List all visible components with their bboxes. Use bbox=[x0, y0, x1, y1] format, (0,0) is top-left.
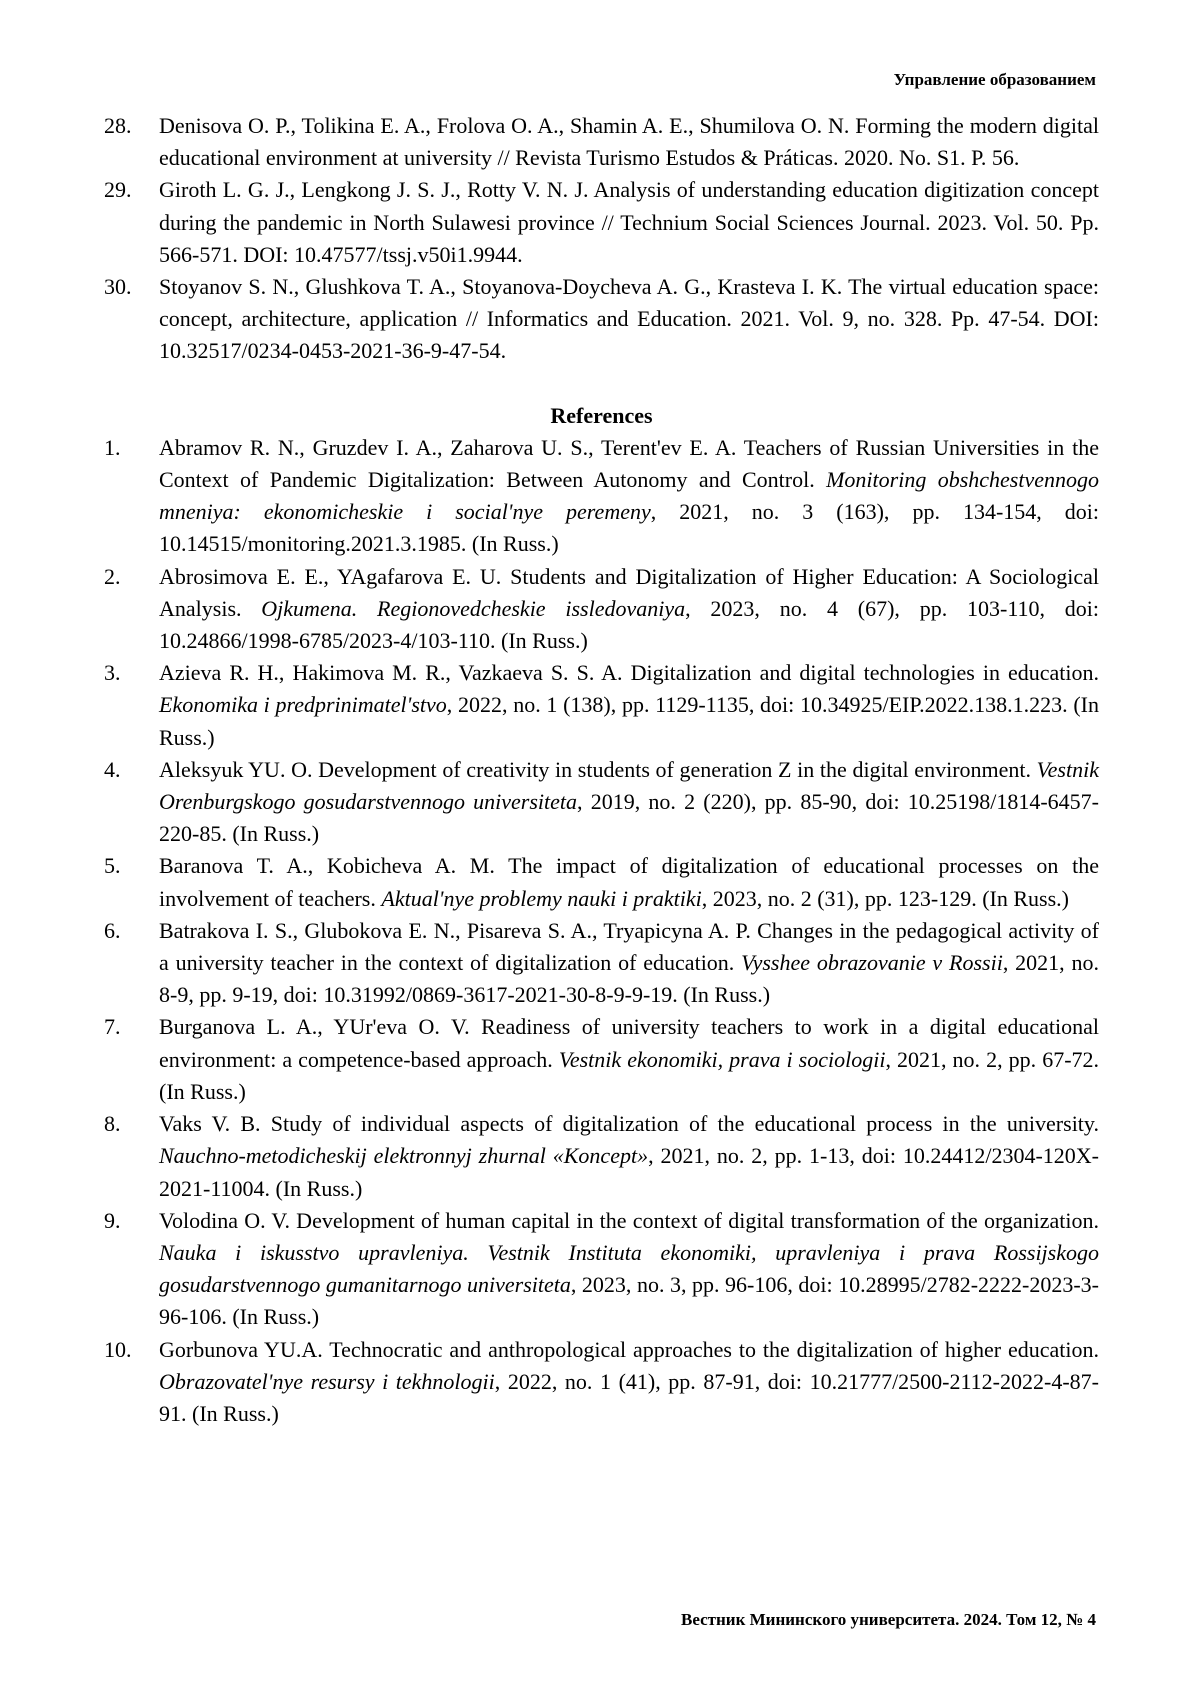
section-spacer bbox=[104, 368, 1099, 400]
reference-item bbox=[104, 850, 1099, 914]
reference-item bbox=[104, 1108, 1099, 1205]
references-list bbox=[104, 432, 1099, 1430]
reference-number: 6. bbox=[104, 915, 159, 947]
reference-number: 10. bbox=[104, 1334, 159, 1366]
reference-number: 4. bbox=[104, 754, 159, 786]
reference-text bbox=[159, 660, 1099, 749]
reference-number: 29. bbox=[104, 174, 159, 206]
reference-item bbox=[104, 271, 1099, 368]
reference-number: 28. bbox=[104, 110, 159, 142]
reference-item bbox=[104, 657, 1099, 754]
reference-number: 9. bbox=[104, 1205, 159, 1237]
reference-source-title: Vestnik Orenburgskogo gosudarstvennogo universiteta bbox=[159, 757, 1099, 814]
reference-text-segment: , 2022, no. 1 (41), pp. 87-91, doi: 10.21777/2500-2112-2022-4-87-91. (In Russ.) bbox=[159, 1369, 1099, 1426]
running-header: Управление образованием bbox=[894, 70, 1096, 90]
reference-source-title: Ojkumena. Regionovedcheskie issledovaniya bbox=[261, 596, 685, 621]
reference-number: 7. bbox=[104, 1011, 159, 1043]
reference-source-title: Aktual'nye problemy nauki i praktiki bbox=[381, 886, 701, 911]
running-footer: Вестник Мининского университета. 2024. Том 12, № 4 bbox=[681, 1610, 1096, 1630]
page-content bbox=[104, 110, 1099, 1430]
reference-text bbox=[159, 1014, 1099, 1103]
reference-item bbox=[104, 754, 1099, 851]
reference-number: 3. bbox=[104, 657, 159, 689]
reference-text-segment: , 2023, no. 2 (31), pp. 123-129. (In Russ.) bbox=[702, 886, 1069, 911]
reference-text-segment: , 2021, no. 2, pp. 1-13, doi: 10.24412/2304-120X-2021-11004. (In Russ.) bbox=[159, 1143, 1099, 1200]
reference-text-segment: , 2023, no. 3, pp. 96-106, doi: 10.28995/2782-2222-2023-3-96-106. (In Russ.) bbox=[159, 1272, 1099, 1329]
reference-text bbox=[159, 918, 1099, 1007]
reference-text-segment: Burganova L. A., YUr'eva O. V. Readiness of university teachers to work in a digital educational environment: a competence-based approach. bbox=[159, 1014, 1099, 1071]
reference-text bbox=[159, 274, 1099, 363]
reference-source-title: Vysshee obrazovanie v Rossii bbox=[741, 950, 1003, 975]
reference-text-segment: , 2023, no. 4 (67), pp. 103-110, doi: 10.24866/1998-6785/2023-4/103-110. (In Russ.) bbox=[159, 596, 1099, 653]
reference-source-title: Ekonomika i predprinimatel'stvo bbox=[159, 692, 447, 717]
reference-text-segment: Vaks V. B. Study of individual aspects of digitalization of the educational process in the university. bbox=[159, 1111, 1099, 1136]
reference-text-segment: Batrakova I. S., Glubokova E. N., Pisareva S. A., Tryapicyna A. P. Changes in the pedagogical activity of a university teacher in the context of digitalization of education. bbox=[159, 918, 1099, 975]
reference-source-title: Monitoring obshchestvennogo mneniya: ekonomicheskie i social'nye peremeny bbox=[159, 467, 1099, 524]
reference-source-title: Vestnik ekonomiki, prava i sociologii bbox=[559, 1047, 886, 1072]
reference-text bbox=[159, 177, 1099, 266]
reference-text bbox=[159, 435, 1099, 557]
reference-number: 2. bbox=[104, 561, 159, 593]
reference-text bbox=[159, 1208, 1099, 1330]
reference-text-segment: , 2022, no. 1 (138), pp. 1129-1135, doi: 10.34925/EIP.2022.138.1.223. (In Russ.) bbox=[159, 692, 1099, 749]
reference-text bbox=[159, 853, 1099, 910]
reference-item bbox=[104, 1205, 1099, 1334]
reference-item bbox=[104, 432, 1099, 561]
reference-text bbox=[159, 1111, 1099, 1200]
reference-number: 1. bbox=[104, 432, 159, 464]
reference-text-segment: Denisova O. P., Tolikina E. A., Frolova O. A., Shamin A. E., Shumilova O. N. Forming the modern digital educational environment at university // Revista Turismo Estudos & Práticas. 2020. No. S1. P. 56. bbox=[159, 113, 1099, 170]
reference-number: 5. bbox=[104, 850, 159, 882]
reference-text bbox=[159, 757, 1099, 846]
reference-text-segment: Giroth L. G. J., Lengkong J. S. J., Rotty V. N. J. Analysis of understanding education digitization concept during the pandemic in North Sulawesi province // Technium Social Sciences Journal. 2023. Vol. 50. Pp. 566-571. DOI: 10.47577/tssj.v50i1.9944. bbox=[159, 177, 1099, 266]
reference-text-segment: Azieva R. H., Hakimova M. R., Vazkaeva S. S. A. Digitalization and digital technologies in education. bbox=[159, 660, 1099, 685]
reference-text-segment: Aleksyuk YU. O. Development of creativity in students of generation Z in the digital environment. bbox=[159, 757, 1037, 782]
reference-text-segment: Stoyanov S. N., Glushkova T. A., Stoyanova-Doycheva A. G., Krasteva I. K. The virtual education space: concept, architecture, application // Informatics and Education. 2021. Vol. 9, no. 328. Pp. 47-54. DOI: 10.32517/0234-0453-2021-36-9-47-54. bbox=[159, 274, 1099, 363]
reference-source-title: Nauchno-metodicheskij elektronnyj zhurnal «Koncept» bbox=[159, 1143, 648, 1168]
reference-text-segment: , 2021, no. 8-9, pp. 9-19, doi: 10.31992/0869-3617-2021-30-8-9-9-19. (In Russ.) bbox=[159, 950, 1099, 1007]
reference-number: 30. bbox=[104, 271, 159, 303]
reference-number: 8. bbox=[104, 1108, 159, 1140]
reference-text-segment: Gorbunova YU.A. Technocratic and anthropological approaches to the digitalization of higher education. bbox=[159, 1337, 1099, 1362]
reference-item bbox=[104, 174, 1099, 271]
reference-text-segment: , 2021, no. 2, pp. 67-72. (In Russ.) bbox=[159, 1047, 1099, 1104]
reference-text-segment: Abramov R. N., Gruzdev I. A., Zaharova U. S., Terent'ev E. A. Teachers of Russian Universities in the Context of Pandemic Digitalization: Between Autonomy and Control. bbox=[159, 435, 1099, 492]
reference-text-segment: Baranova T. A., Kobicheva A. M. The impact of digitalization of educational processes on the involvement of teachers. bbox=[159, 853, 1099, 910]
reference-item bbox=[104, 1011, 1099, 1108]
reference-item bbox=[104, 110, 1099, 174]
reference-text-segment: , 2019, no. 2 (220), pp. 85-90, doi: 10.25198/1814-6457-220-85. (In Russ.) bbox=[159, 789, 1099, 846]
reference-text bbox=[159, 1337, 1099, 1426]
reference-text-segment: Abrosimova E. E., YAgafarova E. U. Students and Digitalization of Higher Education: A Sociological Analysis. bbox=[159, 564, 1099, 621]
reference-source-title: Nauka i iskusstvo upravleniya. Vestnik Instituta ekonomiki, upravleniya i prava Rossijskogo gosudarstvennogo gumanitarnogo universiteta bbox=[159, 1240, 1099, 1297]
reference-text bbox=[159, 564, 1099, 653]
reference-source-title: Obrazovatel'nye resursy i tekhnologii bbox=[159, 1369, 495, 1394]
previous-reference-list bbox=[104, 110, 1099, 368]
reference-text-segment: Volodina O. V. Development of human capital in the context of digital transformation of the organization. bbox=[159, 1208, 1099, 1233]
reference-text bbox=[159, 113, 1099, 170]
reference-item bbox=[104, 561, 1099, 658]
references-heading: References bbox=[104, 400, 1099, 432]
reference-item bbox=[104, 915, 1099, 1012]
reference-item bbox=[104, 1334, 1099, 1431]
reference-text-segment: , 2021, no. 3 (163), pp. 134-154, doi: 10.14515/monitoring.2021.3.1985. (In Russ.) bbox=[159, 499, 1099, 556]
